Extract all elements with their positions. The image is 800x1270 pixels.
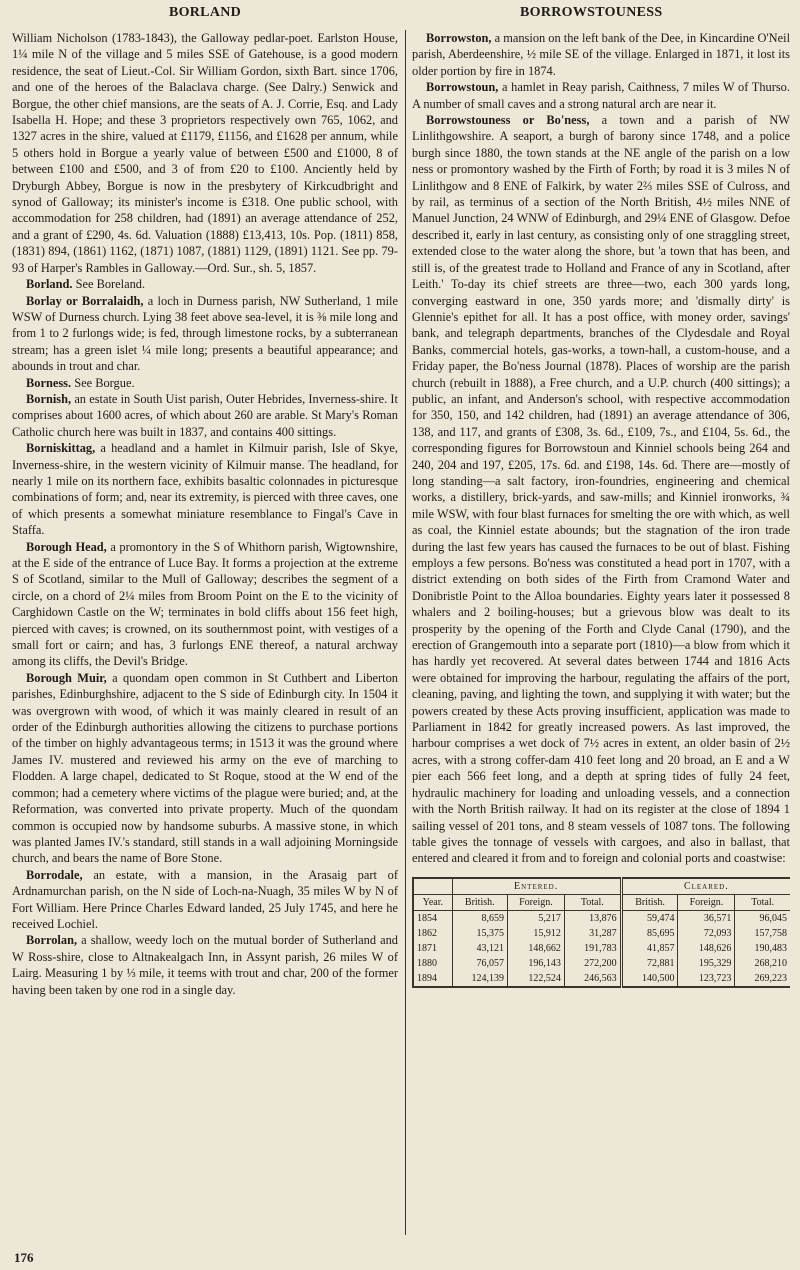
table-cell: 124,139 bbox=[452, 971, 507, 987]
table-cell: 8,659 bbox=[452, 910, 507, 926]
entry-text: William Nicholson (1783-1843), the Galloway pedlar-poet. Earlston House, 1¼ mile N of the village and 5 miles SSE of Gatehouse, is a good modern residence, the seat of Lieut.-Col. Sir William Gordon, sixth Bart. since 1706, and one of the heroes of the Balaclava charge. (See Dalry.) Senwick and Borgue, the other chief mansions, are the seats of A. J. Corrie, Esq. and Lady Isabella H. Hope; and these 3 proprietors respectively own 765, 1062, and 1327 acres in the shire, valued at £1179, £1156, and £1628 per annum, while 5 others hold in Borgue a yearly value of between £500 and £1000, 8 of between £100 and £500, and 3 of from £20 to £100. Anciently held by Dryburgh Abbey, Borgue is now in the presbytery of Kirkcudbright and synod of Galloway; its minister's income is £318. One public school, with accommodation for 258 children, had (1891) an average attendance of 252, and a grant of £290, 4s. 6d. Valuation (1888) £13,413, 10s. Pop. (1811) 858, (1831) 894, (1861) 1162, (1871) 1087, (1881) 1129, (1891) 1121. See pp. 79-93 of Harper's Rambles in Galloway.—Ord. Sur., sh. 5, 1857. bbox=[12, 31, 398, 275]
table-cell: 122,524 bbox=[507, 971, 564, 987]
entry-borrowstouness bbox=[412, 112, 790, 867]
table-cell: 1871 bbox=[413, 941, 452, 956]
table-cell: 196,143 bbox=[507, 956, 564, 971]
table-group-cleared: Cleared. bbox=[621, 878, 790, 895]
table-cell: 31,287 bbox=[564, 926, 621, 941]
table-cell: 195,329 bbox=[678, 956, 735, 971]
table-cell: 72,881 bbox=[621, 956, 678, 971]
table-cell: 272,200 bbox=[564, 956, 621, 971]
column-divider bbox=[405, 30, 406, 1235]
entry-headword: Borrowston, bbox=[426, 31, 492, 45]
table-cell: 123,723 bbox=[678, 971, 735, 987]
entry-headword: Borness. bbox=[26, 375, 72, 390]
entry-headword: Borrowstoun, bbox=[426, 80, 499, 95]
entry-headword: Borland. bbox=[26, 277, 73, 292]
entry-borrolan bbox=[12, 932, 398, 998]
table-cell: 43,121 bbox=[452, 941, 507, 956]
table-row bbox=[413, 941, 790, 956]
table-cell: 96,045 bbox=[735, 910, 790, 926]
entry-borrowstoun bbox=[412, 79, 790, 112]
table-cell: 76,057 bbox=[452, 956, 507, 971]
table-cell: 246,563 bbox=[564, 971, 621, 987]
entry-headword: Borrowstouness or Bo'ness, bbox=[426, 113, 590, 128]
table-body bbox=[413, 910, 790, 987]
table-cell: 72,093 bbox=[678, 926, 735, 941]
left-column bbox=[12, 30, 398, 1240]
entry-headword: Borrolan, bbox=[26, 933, 78, 948]
entry-text: a mansion on the left bank of the Dee, in Kincardine O'Neil parish, Aberdeenshire, ½ mile SE of the village. Enlarged in 1871, it lost its older portion by fire in 1874. bbox=[412, 31, 790, 78]
entry-headword: Borrodale, bbox=[26, 867, 83, 882]
entry-headword: Bornish, bbox=[26, 391, 72, 406]
entry-text: an estate, with a mansion, in the Arasaig part of Ardnamurchan parish, on the N side of Loch-na-Nuagh, 35 miles W by N of Fort William. Here Prince Charles Edward landed, 25 July 1745, and here he received Lochiel. bbox=[12, 867, 398, 931]
table-cell: 148,626 bbox=[678, 941, 735, 956]
entry-borough-muir bbox=[12, 670, 398, 867]
table-cell: 15,375 bbox=[452, 926, 507, 941]
table-cell: 190,483 bbox=[735, 941, 790, 956]
entry-text: a headland and a hamlet in Kilmuir parish, Isle of Skye, Inverness-shire, in the western vicinity of Kilmuir manse. The headland, for nearly 1 mile on its northern face, exhibits basaltic colonnades in picturesque combinations of form; and, near its extremity, is pierced with three caves, one of which presents a somewhat miniature resemblance to Fingal's Cave in Staffa. bbox=[12, 441, 398, 538]
entry-text: a loch in Durness parish, NW Sutherland, 1 mile WSW of Durness church. Lying 38 feet above sea-level, it is ⅜ mile long and from 1 to 2 furlongs wide; is fed, through limestone rocks, by a subterranean stream; has a green islet ¼ mile long; presents a beautiful appearance; and abounds in trout and char. bbox=[12, 293, 398, 374]
entry-borness bbox=[12, 375, 398, 391]
table-cell: 36,571 bbox=[678, 910, 735, 926]
table-header: Foreign. bbox=[678, 894, 735, 910]
right-column bbox=[412, 30, 790, 1240]
table-cell: 268,210 bbox=[735, 956, 790, 971]
tonnage-table bbox=[412, 877, 790, 988]
table-cell: 13,876 bbox=[564, 910, 621, 926]
table-cell: 148,662 bbox=[507, 941, 564, 956]
entry-headword: Borlay or Borralaidh, bbox=[26, 293, 144, 308]
entry-borniskittag bbox=[12, 440, 398, 538]
table-header: Total. bbox=[564, 894, 621, 910]
table-cell: 1880 bbox=[413, 956, 452, 971]
table-header: British. bbox=[452, 894, 507, 910]
entry-text: a quondam open common in St Cuthbert and Liberton parishes, Edinburghshire, adjacent to the S side of Edinburgh city. In 1504 it was overgrown with wood, of which it was mainly cleared in result of an order of the Edinburgh authorities allowing the citizens to purchase portions of the timber on highly advantageous terms; in 1513 it was the ground where James IV. mustered and reviewed his army on the eve of marching to Flodden. A large chapel, dedicated to St Roque, stood at the W end of the common; had a cemetery where victims of the plague were buried; and, at the Reformation, was converted into private property. Much of the quondam common is occupied now by handsome suburbs. A massive stone, in which was planted James IV.'s standard, still stands in a wall adjoining Morningside church, and bears the name of Bore Stone. bbox=[12, 670, 398, 866]
table-header: British. bbox=[621, 894, 678, 910]
entry-text: See Borgue. bbox=[74, 375, 135, 390]
entry-borrowston bbox=[412, 30, 790, 79]
table-row bbox=[413, 926, 790, 941]
entry-headword: Borough Head, bbox=[26, 539, 107, 554]
entry-text: a promontory in the S of Whithorn parish, Wigtownshire, at the E side of the entrance of Luce Bay. It forms a projection at the extreme S of Scotland, similar to the Mull of Galloway; describes the segment of a circle, on a chord of 2¼ miles from Broom Point on the E to the vicinity of Carghidown Castle on the W; terminates in bold cliffs about 156 feet high, pierced with caves; is crowned, on its southernmost point, with vestiges of a small fort or cairn; and has, 3 furlongs ENE thereof, a natural archway among its cliffs, the Devil's Bridge. bbox=[12, 539, 398, 669]
running-head-left: BORLAND bbox=[168, 5, 242, 20]
entry-headword: Borniskittag, bbox=[26, 441, 96, 456]
table-header: Foreign. bbox=[507, 894, 564, 910]
entry-headword: Borough Muir, bbox=[26, 670, 107, 685]
table-cell: 1862 bbox=[413, 926, 452, 941]
entry-text: a hamlet in Reay parish, Caithness, 7 miles W of Thurso. A number of small caves and a strong natural arch are near it. bbox=[412, 80, 790, 111]
table-cell: 1894 bbox=[413, 971, 452, 987]
table-cell: 5,217 bbox=[507, 910, 564, 926]
entry-borland bbox=[12, 276, 398, 292]
entry-text: a shallow, weedy loch on the mutual border of Sutherland and W Ross-shire, close to Altnakealgach Inn, in Assynt parish, 26 miles W of Lairg. Measuring 1 by ⅓ mile, it teems with trout and char, 200 of the former having been taken by one rod in a single day. bbox=[12, 933, 398, 997]
table-corner bbox=[413, 878, 452, 895]
entry-continuation bbox=[12, 30, 398, 276]
entry-text: See Boreland. bbox=[75, 277, 146, 292]
table-cell: 41,857 bbox=[621, 941, 678, 956]
table-cell: 59,474 bbox=[621, 910, 678, 926]
table-cell: 191,783 bbox=[564, 941, 621, 956]
entry-text: a town and a parish of NW Linlithgowshire. A seaport, a burgh of barony since 1748, and a police burgh since 1880, the town stands at the NE angle of the parish on a low ness or promontory washed by the Firth of Forth; by road it is 3 miles N of Linlithgow and 8 ENE of Falkirk, by water 2⅔ miles SSE of Culross, and by rail, as terminus of a section of the North British, 4½ miles NNE of Manuel Junction, 24 WNW of Edinburgh, and 29¼ ENE of Glasgow. Defoe described it, early in last century, as consisting only of one straggling street, extended close to the water along the shore, but 'a town that has been, and still is, of the greatest trade to Holland and France of any in Scotland, after Leith.' To-day its chief streets are three—two, each 300 yards long, converging eastward in one, 350 yards more; and 'dismally dirty' is Glennie's epithet for all. It has a post office, with money order, savings' bank, and telegraph departments, branches of the Clydesdale and Royal Banks, commercial hotels, gas-works, a town-hall, a custom-house, and a Friday paper, the Bo'ness Journal (1878). Places of worship are the parish church (rebuilt in 1888), a Free church, and a U.P. church (400 sittings); a public, an infant, and Anderson's school, with respective accommodation for 350, 150, and 142 children, had (1891) an average attendance of 306, 138, and 117, and grants of £308, 3s. 6d., £109, 7s., and £104, 5s. 6d., the corresponding figures for Borrowstoun and Kinniel schools being 264 and 240, 204 and 197, £205, 17s. 6d. and £198, 14s. 6d. There are—mostly of long standing—a salt factory, iron-foundries, engineering and chemical works, a distillery, brick-yards, and saw-mills; and Kinniel ironworks, ¾ mile WSW, with four blast furnaces for smelting the ore with which, as well as coal, the Kinniel estate abounds; but the stagnation of the iron trade during the last few years has caused the furnaces to be out of blast. Fishing employs a few persons. Bo'ness was constituted a head port in 1707, with a district extending on both sides of the Firth from Cramond Water and Donibristle Point to the Alloa boundaries. Eighty years later it possessed 8 whalers and 2 boiling-houses; but a grievous blow was dealt to its prosperity by the opening of the Forth and Clyde Canal (1790), and the erection of Grangemouth into a separate port (1810)—a blow from which it has hardly yet recovered. At several dates between 1744 and 1816 Acts were obtained for improving the harbour, regulating the affairs of the port, cleaning, paving, and lighting the town, and supplying it with water; but the powers created by these Acts proving insufficient, application was made to Parliament in 1842 for greatly increased powers. As last improved, the harbour comprises a wet dock of 7½ acres in extent, an older basin of 2½ acres, with a strong coffer-dam 410 feet long and 20 broad, an E and a W pier each 566 feet long, and a depth at spring tides of fully 24 feet, hydraulic machinery for loading and unloading vessels, and a connection with the North British railway. It had on its register at the close of 1894 1 sailing vessel of 201 tons, and 8 steam vessels of 1087 tons. The following table gives the tonnage of vessels with cargoes, and also in ballast, that entered and cleared it from and to foreign and colonial ports and coastwise: bbox=[412, 113, 790, 866]
entry-text: an estate in South Uist parish, Outer Hebrides, Inverness-shire. It comprises about 1600 acres, of which about 260 are arable. St Mary's Roman Catholic church here was built in 1837, and contains 400 sittings. bbox=[12, 391, 398, 439]
table-row bbox=[413, 956, 790, 971]
table-cell: 15,912 bbox=[507, 926, 564, 941]
table-cell: 269,223 bbox=[735, 971, 790, 987]
entry-borlay bbox=[12, 293, 398, 375]
table-cell: 157,758 bbox=[735, 926, 790, 941]
table-row bbox=[413, 910, 790, 926]
table-row bbox=[413, 971, 790, 987]
table-cell: 140,500 bbox=[621, 971, 678, 987]
entry-borrodale bbox=[12, 867, 398, 933]
table-group-entered: Entered. bbox=[452, 878, 621, 895]
table-cell: 1854 bbox=[413, 910, 452, 926]
page-number: 176 bbox=[14, 1250, 34, 1265]
entry-borough-head bbox=[12, 539, 398, 670]
table-cell: 85,695 bbox=[621, 926, 678, 941]
table-header: Year. bbox=[413, 894, 452, 910]
table-header: Total. bbox=[735, 894, 790, 910]
entry-bornish bbox=[12, 391, 398, 440]
running-head-right: BORROWSTOUNESS bbox=[520, 5, 663, 20]
